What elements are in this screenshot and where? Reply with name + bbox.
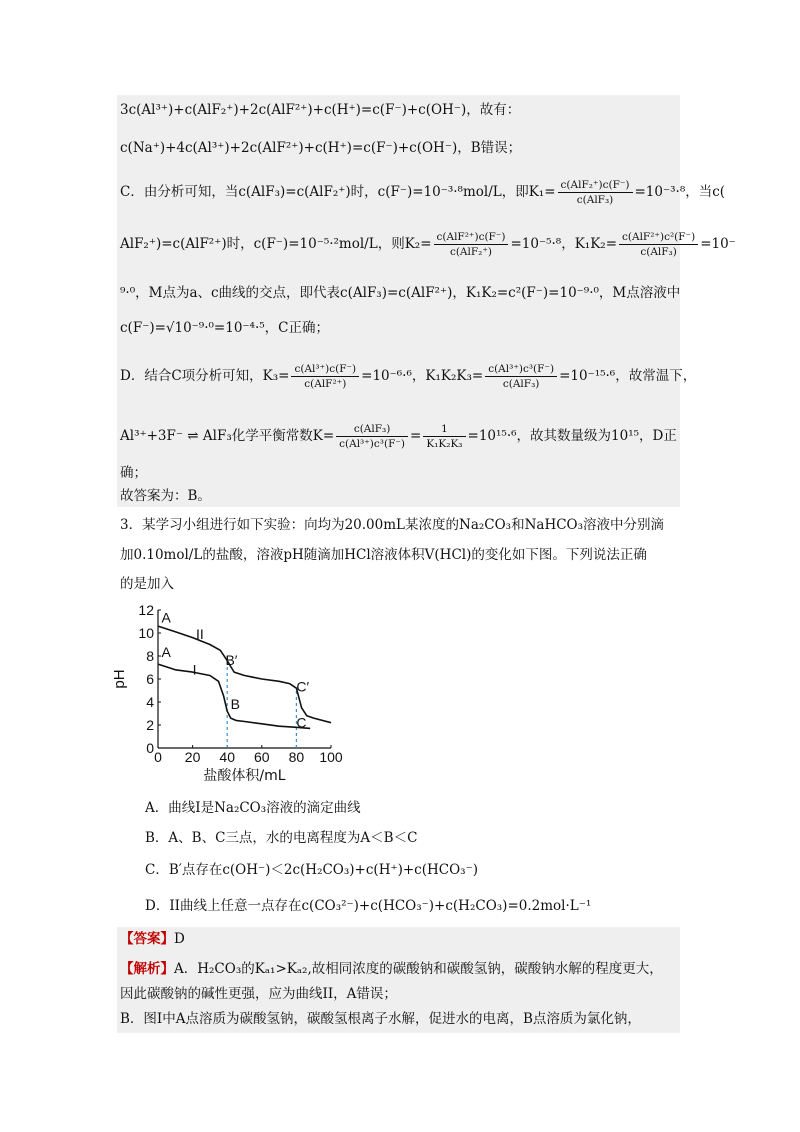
- x-axis-label: 盐酸体积/mL: [203, 768, 286, 784]
- text: =10⁻⁵·⁸，K₁K₂=: [510, 236, 618, 252]
- text: C．由分析可知，当c(AlF₃)=c(AlF₂⁺)时，c(F⁻)=10⁻³·⁸mol/L，即K₁=: [120, 184, 556, 200]
- fraction-numerator: c(Al³⁺)c³(F⁻): [485, 362, 557, 377]
- fraction-denominator: c(AlF₃): [502, 378, 540, 390]
- text-line: ⁹·⁰，M点为a、c曲线的交点，即代表c(AlF₃)=c(AlF²⁺)，K₁K₂=c²(F⁻)=10⁻⁹·⁰，M点溶液中: [120, 285, 681, 301]
- text: =10⁻: [700, 236, 736, 252]
- text: Al³⁺+3F⁻ ⇌ AlF₃化学平衡常数K=: [120, 428, 335, 444]
- question-stem: 加0.10mol/L的盐酸，溶液pH随滴加HCl溶液体积V(HCl)的变化如下图。下列说法正确: [120, 547, 647, 563]
- y-tick-label: 10: [138, 625, 154, 641]
- text: =10⁻⁶·⁶，K₁K₂K₃=: [361, 368, 484, 384]
- analysis-line: B．图I中A点溶质为碳酸氢钠，碳酸氢根离子水解，促进水的电离，B点溶质为氯化钠，: [120, 1011, 641, 1027]
- option-a: A．曲线I是Na₂CO₃溶液的滴定曲线: [145, 800, 361, 816]
- series-line-II: [158, 626, 331, 723]
- point-label: II: [196, 625, 204, 642]
- fraction-denominator: c(AlF²⁺): [304, 378, 347, 390]
- text: A．H₂CO₃的Kₐ₁>Kₐ₂,故相同浓度的碳酸钠和碳酸氢钠，碳酸钠水解的程度更大，: [174, 961, 663, 977]
- answer-line: [120, 929, 185, 949]
- text: =10¹⁵·⁶，故其数量级为10¹⁵，D正: [467, 428, 677, 444]
- x-tick-label: 100: [319, 749, 343, 765]
- text: =10⁻³·⁸，当c(: [634, 184, 726, 200]
- fraction-numerator: 1: [423, 422, 465, 437]
- fraction-denominator: c(Al³⁺)c³(F⁻): [339, 438, 406, 450]
- text: =10⁻¹⁵·⁶，故常温下，: [559, 368, 697, 384]
- y-tick-label: 2: [146, 717, 154, 733]
- fraction-denominator: c(AlF₃): [640, 246, 677, 258]
- option-d: D．II曲线上任意一点存在c(CO₃²⁻)+c(HCO₃⁻)+c(H₂CO₃)=0.2mol·L⁻¹: [145, 898, 592, 914]
- point-label: A: [161, 609, 171, 626]
- y-tick-label: 0: [146, 740, 154, 756]
- point-label: B: [230, 695, 241, 712]
- point-label: B′: [225, 652, 238, 669]
- x-tick-label: 40: [219, 749, 235, 765]
- answer-value: D: [174, 931, 185, 947]
- x-tick-label: 0: [154, 749, 162, 765]
- analysis-tag: 【解析】: [120, 961, 174, 977]
- fraction-k1: [558, 178, 633, 207]
- fraction-k: [336, 422, 408, 451]
- x-tick-label: 80: [288, 749, 305, 765]
- fraction-denominator: c(AlF₂⁺): [449, 246, 493, 258]
- option-b: B．A、B、C三点，水的电离程度为A＜B＜C: [145, 830, 418, 846]
- fraction-numerator: c(AlF²⁺)c²(F⁻): [619, 230, 698, 245]
- text-line: Al³⁺+3F⁻ ⇌ AlF₃化学平衡常数K= $\frac{\text{c(AlF₃)}}{\text{c(Al³⁺)c³(F⁻)}}$ = $\frac{1}{\text{K₁K₂K₃}}$ =10¹⁵·⁶，故其数量级为10¹⁵，D正: [120, 423, 677, 450]
- text-line: [120, 362, 696, 391]
- point-label: C′: [296, 678, 310, 695]
- fraction-denominator: K₁K₂K₃: [426, 438, 463, 450]
- text-line: 故答案为：B。: [120, 488, 211, 504]
- y-axis-label: pH: [111, 669, 128, 689]
- fraction-k-inverse: [423, 422, 465, 451]
- text: D．结合C项分析可知，K₃=: [120, 368, 290, 384]
- answer-tag: 【答案】: [120, 931, 174, 947]
- text-line: 确；: [120, 465, 147, 481]
- text-line: [120, 178, 725, 207]
- text-line: 3c(Al³⁺)+c(AlF₂⁺)+2c(AlF²⁺)+c(H⁺)=c(F⁻)+c(OH⁻)，故有：: [120, 102, 521, 118]
- text: AlF₂⁺)=c(AlF²⁺)时，c(F⁻)=10⁻⁵·²mol/L，则K₂=: [120, 236, 432, 252]
- text-line: c(Na⁺)+4c(Al³⁺)+2c(AlF²⁺)+c(H⁺)=c(F⁻)+c(OH⁻)，B错误；: [120, 140, 522, 156]
- fraction-k3: [291, 362, 359, 391]
- point-label: A: [161, 644, 171, 661]
- y-tick-label: 4: [146, 694, 154, 710]
- text-line: [120, 230, 736, 259]
- option-c: C．B′点存在c(OH⁻)＜2c(H₂CO₃)+c(H⁺)+c(HCO₃⁻): [145, 862, 478, 878]
- fraction-k2: [434, 230, 509, 259]
- text-line: c(F⁻)=√10⁻⁹·⁰=10⁻⁴·⁵，C正确；: [120, 320, 329, 336]
- analysis-line: [120, 959, 663, 979]
- y-tick-label: 8: [146, 648, 154, 664]
- question-stem: 的是加入: [120, 576, 174, 592]
- x-tick-label: 60: [254, 749, 270, 765]
- fraction-numerator: c(Al³⁺)c(F⁻): [291, 362, 359, 377]
- fraction-k1k2: [619, 230, 698, 259]
- point-label: I: [192, 661, 197, 678]
- y-tick-label: 12: [138, 602, 154, 618]
- fraction-numerator: c(AlF²⁺)c(F⁻): [434, 230, 509, 245]
- fraction-numerator: c(AlF₃): [336, 422, 408, 437]
- point-label: C: [296, 714, 307, 731]
- fraction-numerator: c(AlF₂⁺)c(F⁻): [558, 178, 633, 193]
- y-tick-label: 6: [146, 671, 154, 687]
- analysis-line: 因此碳酸钠的碱性更强，应为曲线II，A错误；: [120, 986, 397, 1002]
- titration-chart: [110, 598, 350, 786]
- fraction-denominator: c(AlF₃): [576, 194, 614, 206]
- fraction-k1k2k3: [485, 362, 557, 391]
- x-tick-label: 20: [184, 749, 201, 765]
- question-stem: 3．某学习小组进行如下实验：向均为20.00mL某浓度的Na₂CO₃和NaHCO₃溶液中分别滴: [120, 517, 665, 533]
